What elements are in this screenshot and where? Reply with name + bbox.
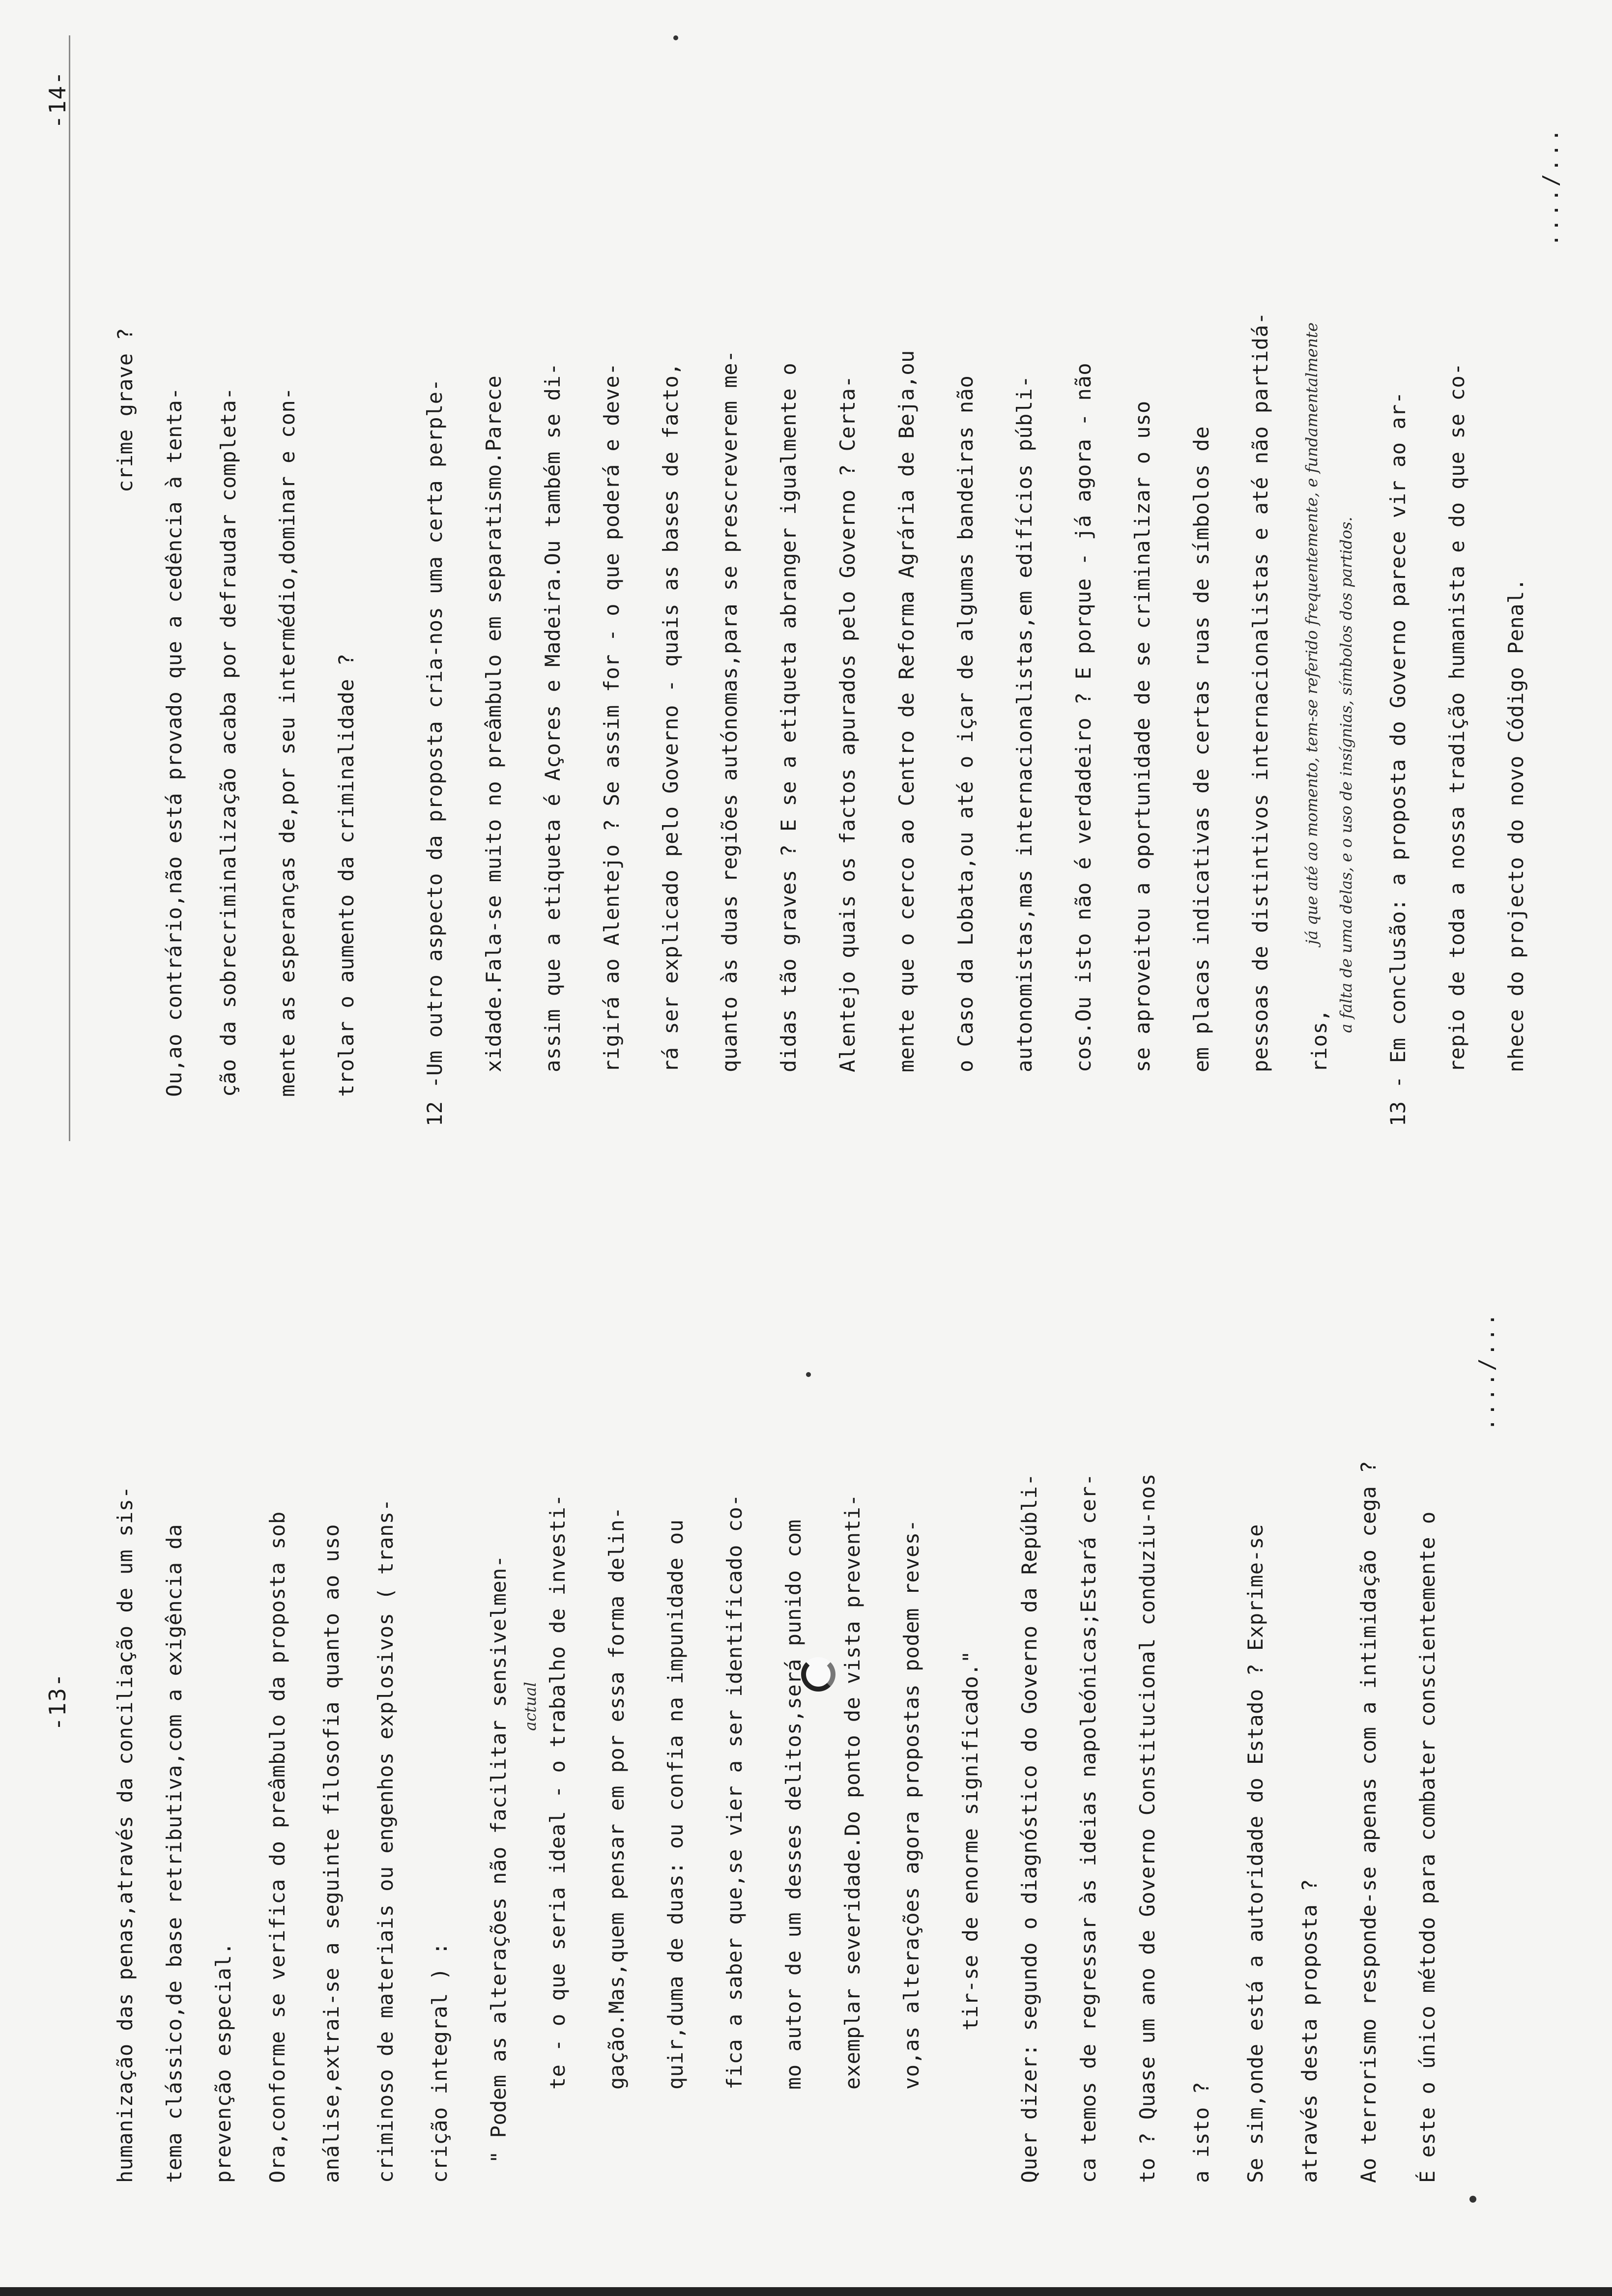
- page-number: -13-: [44, 1672, 71, 1731]
- text-line: Quer dizer: segundo o diagnóstico do Governo da Repúbli-: [1017, 1473, 1041, 2183]
- handwritten-note: actual: [521, 1682, 540, 1731]
- text-line: prevenção especial.: [211, 1942, 235, 2183]
- text-line: o Caso da Lobata,ou até o içar de algumas bandeiras não: [953, 375, 978, 1072]
- scan-speck: [1469, 2196, 1476, 2203]
- text-line: exemplar severidade.Do ponto de vista preventi-: [840, 1494, 864, 2090]
- text-line: a isto ?: [1189, 2081, 1213, 2183]
- text-line: É este o único método para combater conscientemente o: [1415, 1511, 1439, 2183]
- text-line: se aproveitou a oportunidade de se criminalizar o uso: [1130, 401, 1154, 1072]
- punch-hole: [801, 1657, 835, 1692]
- text-line: rigirá ao Alentejo ? Se assim for - o que poderá e deve-: [600, 362, 624, 1072]
- scan-speck: [806, 1372, 811, 1377]
- text-line: cos.Ou isto não é verdadeiro ? E porque - já agora - não: [1071, 362, 1095, 1072]
- left-page: [0, 1176, 1612, 2296]
- text-line: fica a saber que,se vier a ser identificado co-: [722, 1494, 747, 2090]
- text-line: vo,as alterações agora propostas podem reves-: [899, 1519, 923, 2090]
- continuation-mark: ..../...: [1474, 1311, 1499, 1431]
- text-line: ca temos de regressar às ideias napoleónicas;Estará cer-: [1076, 1473, 1100, 2183]
- right-page: [0, 0, 1612, 1141]
- continuation-mark: ..../...: [1538, 127, 1563, 247]
- text-line: to ? Quase um ano de Governo Constitucional conduziu-nos: [1135, 1473, 1159, 2183]
- text-line: assim que a etiqueta é Açores e Madeira.Ou também se di-: [541, 362, 565, 1072]
- text-line: criminoso de materiais ou engenhos explosivos ( trans-: [374, 1498, 398, 2183]
- text-line: ção da sobrecriminalização acaba por defraudar completa-: [216, 387, 240, 1097]
- text-line: rios,: [1307, 1009, 1331, 1072]
- text-line: te - o que seria ideal - o trabalho de investi-: [546, 1494, 570, 2090]
- text-line: 13 - Em conclusão: a proposta do Governo parece vir ao ar-: [1386, 391, 1410, 1126]
- text-line: quir,duma de duas: ou confia na impunidade ou: [663, 1519, 688, 2090]
- text-line: nhece do projecto do novo Código Penal.: [1504, 578, 1528, 1072]
- text-line: crime grave ?: [113, 327, 137, 492]
- text-line: " Podem as alterações não facilitar sensivelmen-: [487, 1555, 511, 2163]
- text-line: gação.Mas,quem pensar em por essa forma delin-: [604, 1506, 629, 2090]
- text-line: mo autor de um desses delitos,será punido com: [781, 1519, 806, 2090]
- text-line: humanização das penas,através da conciliação de um sis-: [113, 1486, 137, 2183]
- page-number: -14-: [44, 70, 71, 129]
- text-line: através desta proposta ?: [1297, 1879, 1322, 2183]
- text-line: repio de toda a nossa tradição humanista e do que se co-: [1445, 362, 1469, 1072]
- handwritten-note: a falta de uma delas, e o uso de insígnias, símbolos dos partidos.: [1337, 517, 1355, 1033]
- text-line: 12 -Um outro aspecto da proposta cria-nos uma certa perple-: [423, 378, 447, 1126]
- text-line: Ou,ao contrário,não está provado que a cedência à tenta-: [162, 387, 186, 1097]
- text-line: Ora,conforme se verifica do preâmbulo da proposta sob: [265, 1511, 289, 2183]
- text-line: pessoas de distintivos internacionalistas e até não partidá-: [1248, 312, 1272, 1072]
- text-line: Se sim,onde está a autoridade do Estado ? Exprime-se: [1243, 1524, 1267, 2183]
- text-line: xidade.Fala-se muito no preâmbulo em separatismo.Parece: [482, 375, 506, 1072]
- text-line: análise,extrai-se a seguinte filosofia quanto ao uso: [319, 1524, 344, 2183]
- text-line: Alentejo quais os factos apurados pelo Governo ? Certa-: [835, 375, 860, 1072]
- text-line: quanto às duas regiões autónomas,para se prescreverem me-: [718, 350, 742, 1072]
- text-line: crição integral ) :: [428, 1942, 452, 2183]
- text-line: rá ser explicado pelo Governo - quais as bases de facto,: [659, 362, 683, 1072]
- scan-speck: [673, 35, 678, 40]
- text-line: tir-se de enorme significado.": [958, 1650, 982, 2031]
- text-line: trolar o aumento da criminalidade ?: [334, 653, 358, 1097]
- text-line: didas tão graves ? E se a etiqueta abranger igualmente o: [777, 362, 801, 1072]
- text-line: em placas indicativas de certas ruas de símbolos de: [1189, 426, 1213, 1072]
- text-line: tema clássico,de base retributiva,com a exigência da: [162, 1524, 186, 2183]
- text-line: autonomistas,mas internacionalistas,em edifícios públi-: [1012, 375, 1036, 1072]
- handwritten-note: já que até ao momento, tem-se referido frequentemente, e fundamentalmente: [1302, 322, 1321, 945]
- text-line: mente as esperanças de,por seu intermédio,dominar e con-: [275, 387, 299, 1097]
- text-line: Ao terrorismo responde-se apenas com a intimidação cega ?: [1356, 1461, 1381, 2183]
- text-line: mente que o cerco ao Centro de Reforma Agrária de Beja,ou: [894, 350, 919, 1072]
